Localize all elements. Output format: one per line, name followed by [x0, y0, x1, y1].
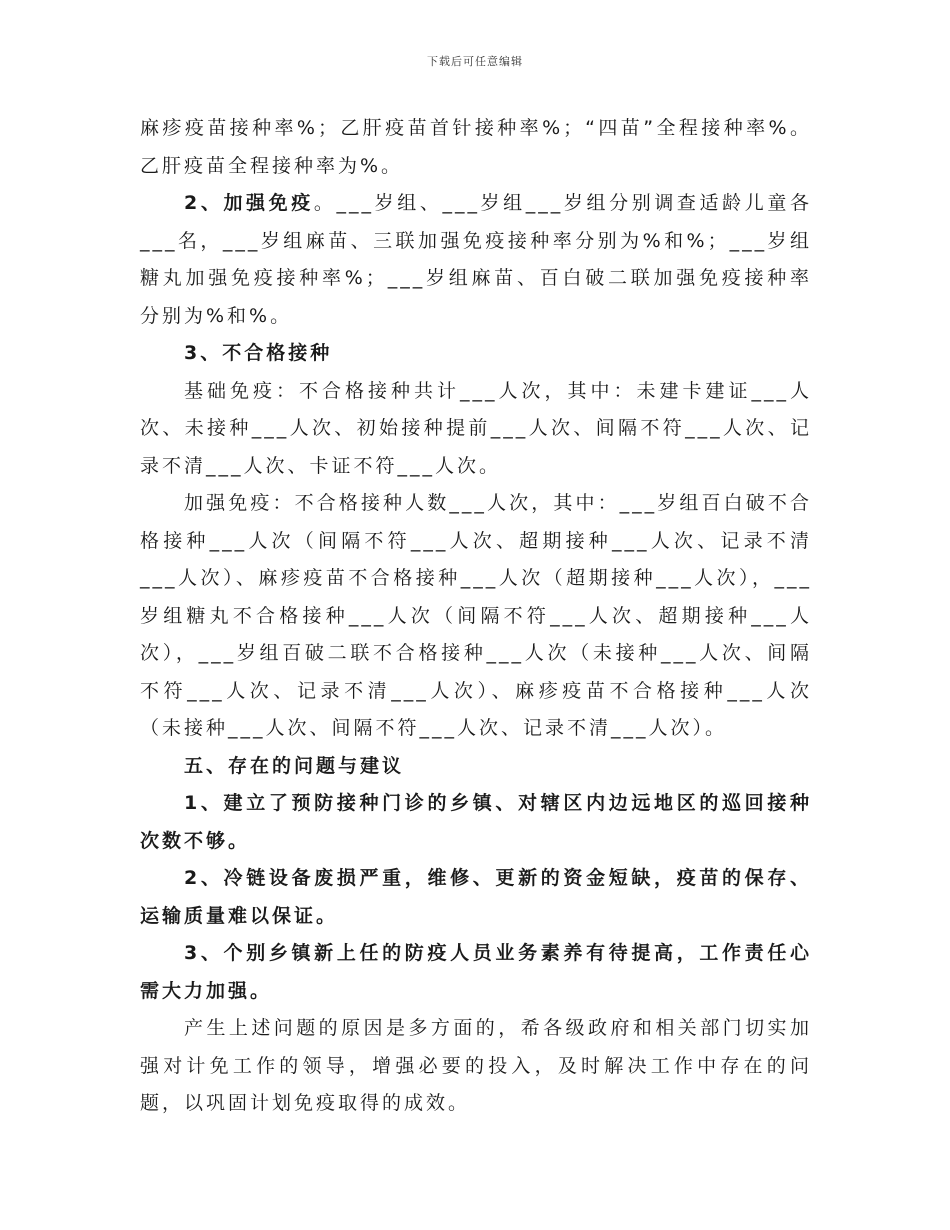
problem-item-1: 1、建立了预防接种门诊的乡镇、对辖区内边远地区的巡回接种次数不够。 — [140, 792, 812, 852]
heading-unqualified-vaccination: 3、不合格接种 — [184, 342, 333, 364]
paragraph-conclusion: 产生上述问题的原因是多方面的，希各级政府和相关部门切实加强对计免工作的领导，增强必要的投入，及时解决工作中存在的问题，以巩固计划免疫取得的成效。 — [140, 1017, 812, 1114]
paragraph-vaccination-rates: 麻疹疫苗接种率%；乙肝疫苗首针接种率%；“四苗”全程接种率%。乙肝疫苗全程接种率为%。 — [140, 117, 812, 177]
booster-text: 。___岁组、___岁组___岁组分别调查适龄儿童各___名，___岁组麻苗、三联加强免疫接种率分别为%和%；___岁组糖丸加强免疫接种率%；___岁组麻苗、百白破二联加强免疫接种率分别为%和%。 — [140, 192, 812, 327]
problem-item-3: 3、个别乡镇新上任的防疫人员业务素养有待提高，工作责任心需大力加强。 — [140, 942, 812, 1002]
paragraph-booster-unqualified: 加强免疫：不合格接种人数___人次，其中：___岁组百白破不合格接种___人次（间隔不符___人次、超期接种___人次、记录不清___人次）、麻疹疫苗不合格接种___人次（超期接种___人次），___岁组糖丸不合格接种___人次（间隔不符___人次、超期接种___人次），___岁组百破二联不合格接种___人次（未接种___人次、间隔不符___人次、记录不清___人次）、麻疹疫苗不合格接种___人次（未接种___人次、间隔不符___人次、记录不清___人次）。 — [140, 492, 812, 739]
document-body — [140, 110, 812, 1123]
heading-problems-suggestions: 五、存在的问题与建议 — [184, 754, 405, 777]
booster-heading: 2、加强免疫 — [184, 192, 314, 214]
paragraph-basic-immunization: 基础免疫：不合格接种共计___人次，其中：未建卡建证___人次、未接种___人次、初始接种提前___人次、间隔不符___人次、记录不清___人次、卡证不符___人次。 — [140, 379, 812, 477]
paragraph-booster-immunization — [140, 185, 812, 335]
problem-item-2: 2、冷链设备废损严重，维修、更新的资金短缺，疫苗的保存、运输质量难以保证。 — [140, 867, 812, 927]
page-header: 下载后可任意编辑 — [427, 55, 523, 68]
